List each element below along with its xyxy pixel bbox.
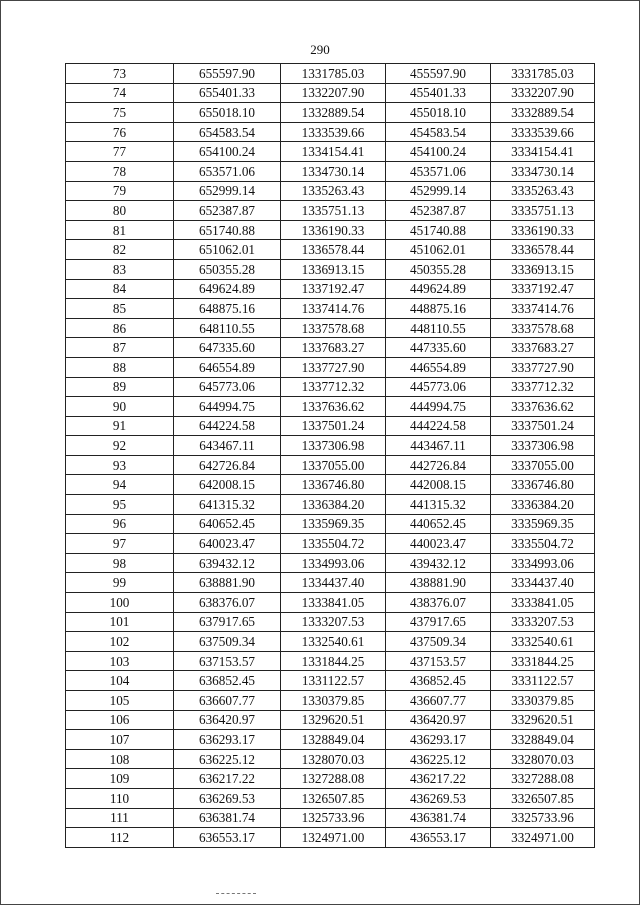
coordinate-cell: 453571.06 [386, 161, 491, 181]
coordinate-cell: 649624.89 [174, 279, 281, 299]
coordinate-cell: 3333207.53 [491, 612, 595, 632]
point-number-cell: 79 [66, 181, 174, 201]
coordinate-cell: 3336190.33 [491, 220, 595, 240]
coordinate-cell: 454100.24 [386, 142, 491, 162]
coordinate-cell: 3335504.72 [491, 534, 595, 554]
coordinate-cell: 436420.97 [386, 710, 491, 730]
coordinate-cell: 1334993.06 [281, 553, 386, 573]
point-number-cell: 84 [66, 279, 174, 299]
coordinate-cell: 3332540.61 [491, 632, 595, 652]
coordinate-cell: 3336578.44 [491, 240, 595, 260]
table-row [66, 338, 595, 358]
coordinate-cell: 1337055.00 [281, 455, 386, 475]
coordinate-cell: 651740.88 [174, 220, 281, 240]
coordinate-cell: 1327288.08 [281, 769, 386, 789]
coordinate-cell: 636420.97 [174, 710, 281, 730]
coordinate-cell: 448110.55 [386, 318, 491, 338]
coordinate-cell: 640652.45 [174, 514, 281, 534]
point-number-cell: 98 [66, 553, 174, 573]
coordinate-cell: 438376.07 [386, 593, 491, 613]
coordinate-cell: 436381.74 [386, 808, 491, 828]
point-number-cell: 89 [66, 377, 174, 397]
coordinate-cell: 1335969.35 [281, 514, 386, 534]
coordinate-cell: 645773.06 [174, 377, 281, 397]
coordinate-cell: 1333539.66 [281, 122, 386, 142]
coordinate-cell: 636381.74 [174, 808, 281, 828]
coordinate-cell: 1329620.51 [281, 710, 386, 730]
table-row [66, 377, 595, 397]
point-number-cell: 74 [66, 83, 174, 103]
coordinate-cell: 644994.75 [174, 397, 281, 417]
coordinate-cell: 1326507.85 [281, 788, 386, 808]
coordinate-cell: 3331785.03 [491, 64, 595, 84]
point-number-cell: 95 [66, 495, 174, 515]
point-number-cell: 108 [66, 749, 174, 769]
point-number-cell: 94 [66, 475, 174, 495]
point-number-cell: 97 [66, 534, 174, 554]
coordinate-cell: 1334437.40 [281, 573, 386, 593]
page-number: 290 [310, 42, 330, 57]
point-number-cell: 90 [66, 397, 174, 417]
point-number-cell: 81 [66, 220, 174, 240]
coordinate-cell: 436852.45 [386, 671, 491, 691]
coordinate-cell: 1332540.61 [281, 632, 386, 652]
coordinate-cell: 436269.53 [386, 788, 491, 808]
point-number-cell: 78 [66, 161, 174, 181]
table-row [66, 710, 595, 730]
page-border-left [0, 0, 1, 905]
coordinate-cell: 1336190.33 [281, 220, 386, 240]
coordinate-cell: 3335263.43 [491, 181, 595, 201]
coordinate-cell: 3337501.24 [491, 416, 595, 436]
point-number-cell: 93 [66, 455, 174, 475]
coordinate-cell: 3337306.98 [491, 436, 595, 456]
coordinate-cell: 455597.90 [386, 64, 491, 84]
coordinate-cell: 452387.87 [386, 201, 491, 221]
coordinate-cell: 446554.89 [386, 357, 491, 377]
coordinate-cell: 3337055.00 [491, 455, 595, 475]
coordinate-cell: 648875.16 [174, 299, 281, 319]
table-row [66, 534, 595, 554]
coordinate-cell: 3337712.32 [491, 377, 595, 397]
coordinate-cell: 636293.17 [174, 730, 281, 750]
coordinate-cell: 3337727.90 [491, 357, 595, 377]
coordinate-cell: 3326507.85 [491, 788, 595, 808]
coordinate-cell: 451740.88 [386, 220, 491, 240]
coordinate-cell: 637509.34 [174, 632, 281, 652]
coordinate-cell: 436553.17 [386, 828, 491, 848]
table-row [66, 318, 595, 338]
coordinate-cell: 442008.15 [386, 475, 491, 495]
table-row [66, 632, 595, 652]
table-row [66, 181, 595, 201]
coordinate-cell: 1332207.90 [281, 83, 386, 103]
coordinate-cell: 440023.47 [386, 534, 491, 554]
coordinate-cell: 439432.12 [386, 553, 491, 573]
table-row [66, 122, 595, 142]
table-row [66, 416, 595, 436]
table-row [66, 514, 595, 534]
coordinate-cell: 1331844.25 [281, 651, 386, 671]
point-number-cell: 85 [66, 299, 174, 319]
coordinate-cell: 3331844.25 [491, 651, 595, 671]
coordinate-cell: 3324971.00 [491, 828, 595, 848]
table-row [66, 553, 595, 573]
coordinate-cell: 644224.58 [174, 416, 281, 436]
coordinate-cell: 443467.11 [386, 436, 491, 456]
coordinate-cell: 3334993.06 [491, 553, 595, 573]
coordinate-cell: 643467.11 [174, 436, 281, 456]
coordinate-cell: 437509.34 [386, 632, 491, 652]
coordinate-cell: 636225.12 [174, 749, 281, 769]
table-row [66, 808, 595, 828]
coordinate-cell: 1336578.44 [281, 240, 386, 260]
coordinate-cell: 646554.89 [174, 357, 281, 377]
point-number-cell: 100 [66, 593, 174, 613]
coordinate-cell: 447335.60 [386, 338, 491, 358]
table-row [66, 769, 595, 789]
coordinate-cell: 452999.14 [386, 181, 491, 201]
coordinate-cell: 636852.45 [174, 671, 281, 691]
coordinate-cell: 442726.84 [386, 455, 491, 475]
coordinate-cell: 1336746.80 [281, 475, 386, 495]
table-row [66, 83, 595, 103]
table-row [66, 730, 595, 750]
point-number-cell: 91 [66, 416, 174, 436]
point-number-cell: 88 [66, 357, 174, 377]
table-row [66, 455, 595, 475]
point-number-cell: 102 [66, 632, 174, 652]
coordinate-cell: 1337636.62 [281, 397, 386, 417]
point-number-cell: 73 [66, 64, 174, 84]
coordinate-cell: 637153.57 [174, 651, 281, 671]
point-number-cell: 77 [66, 142, 174, 162]
coordinate-cell: 650355.28 [174, 259, 281, 279]
table-row [66, 161, 595, 181]
table-row [66, 64, 595, 84]
point-number-cell: 76 [66, 122, 174, 142]
coordinate-cell: 444224.58 [386, 416, 491, 436]
coordinate-cell: 1335263.43 [281, 181, 386, 201]
coordinate-cell: 3332207.90 [491, 83, 595, 103]
table-row [66, 279, 595, 299]
coordinate-cell: 3327288.08 [491, 769, 595, 789]
coordinate-cell: 647335.60 [174, 338, 281, 358]
table-row [66, 788, 595, 808]
table-row [66, 259, 595, 279]
coordinate-cell: 1333841.05 [281, 593, 386, 613]
coordinate-cell: 3337578.68 [491, 318, 595, 338]
coordinate-cell: 655597.90 [174, 64, 281, 84]
table-row [66, 240, 595, 260]
coordinate-cell: 1325733.96 [281, 808, 386, 828]
coordinate-cell: 448875.16 [386, 299, 491, 319]
page-border-top [0, 0, 640, 1]
coordinate-cell: 3332889.54 [491, 103, 595, 123]
point-number-cell: 87 [66, 338, 174, 358]
coordinate-cell: 3333841.05 [491, 593, 595, 613]
table-row [66, 495, 595, 515]
coordinate-cell: 1337578.68 [281, 318, 386, 338]
coordinate-cell: 3337192.47 [491, 279, 595, 299]
coordinate-cell: 455401.33 [386, 83, 491, 103]
table-row [66, 671, 595, 691]
coordinate-cell: 436217.22 [386, 769, 491, 789]
table-row [66, 436, 595, 456]
table-row [66, 612, 595, 632]
coordinate-cell: 1333207.53 [281, 612, 386, 632]
point-number-cell: 86 [66, 318, 174, 338]
point-number-cell: 101 [66, 612, 174, 632]
coordinate-cell: 1337501.24 [281, 416, 386, 436]
coordinate-cell: 1334730.14 [281, 161, 386, 181]
coordinate-cell: 3328849.04 [491, 730, 595, 750]
coordinate-cell: 653571.06 [174, 161, 281, 181]
coordinate-cell: 449624.89 [386, 279, 491, 299]
coordinate-cell: 3334154.41 [491, 142, 595, 162]
coordinate-cell: 654583.54 [174, 122, 281, 142]
coordinate-cell: 3329620.51 [491, 710, 595, 730]
coordinate-cell: 441315.32 [386, 495, 491, 515]
table-row [66, 299, 595, 319]
table-row [66, 103, 595, 123]
table-row [66, 220, 595, 240]
coordinate-cell: 3334730.14 [491, 161, 595, 181]
coordinate-cell: 444994.75 [386, 397, 491, 417]
coordinate-cell: 437153.57 [386, 651, 491, 671]
coordinate-cell: 642726.84 [174, 455, 281, 475]
point-number-cell: 99 [66, 573, 174, 593]
point-number-cell: 110 [66, 788, 174, 808]
point-number-cell: 92 [66, 436, 174, 456]
coordinate-cell: 437917.65 [386, 612, 491, 632]
point-number-cell: 82 [66, 240, 174, 260]
coordinate-cell: 1324971.00 [281, 828, 386, 848]
coordinate-cell: 652999.14 [174, 181, 281, 201]
table-row [66, 573, 595, 593]
coordinate-cell: 1336913.15 [281, 259, 386, 279]
coordinate-cell: 440652.45 [386, 514, 491, 534]
table-row [66, 357, 595, 377]
point-number-cell: 96 [66, 514, 174, 534]
point-number-cell: 112 [66, 828, 174, 848]
coordinate-cell: 445773.06 [386, 377, 491, 397]
coordinate-cell: 1328849.04 [281, 730, 386, 750]
coordinate-cell: 636553.17 [174, 828, 281, 848]
bottom-scan-mark [216, 893, 256, 894]
coordinate-cell: 3336384.20 [491, 495, 595, 515]
coordinate-cell: 651062.01 [174, 240, 281, 260]
coordinate-cell: 3328070.03 [491, 749, 595, 769]
coordinate-cell: 3325733.96 [491, 808, 595, 828]
coordinate-cell: 3334437.40 [491, 573, 595, 593]
table-row [66, 691, 595, 711]
coordinate-cell: 1335751.13 [281, 201, 386, 221]
coordinate-cell: 450355.28 [386, 259, 491, 279]
coordinate-cell: 1331122.57 [281, 671, 386, 691]
coordinate-cell: 1335504.72 [281, 534, 386, 554]
coordinate-cell: 641315.32 [174, 495, 281, 515]
point-number-cell: 106 [66, 710, 174, 730]
coordinate-cell: 1337414.76 [281, 299, 386, 319]
coordinate-cell: 655018.10 [174, 103, 281, 123]
coordinate-cell: 1337712.32 [281, 377, 386, 397]
point-number-cell: 103 [66, 651, 174, 671]
coordinate-cell: 1332889.54 [281, 103, 386, 123]
table-row [66, 475, 595, 495]
coordinate-cell: 654100.24 [174, 142, 281, 162]
coordinate-cell: 1337192.47 [281, 279, 386, 299]
coordinate-cell: 3330379.85 [491, 691, 595, 711]
table-row [66, 142, 595, 162]
coordinate-cell: 3335969.35 [491, 514, 595, 534]
coordinate-cell: 1328070.03 [281, 749, 386, 769]
coordinate-cell: 3337636.62 [491, 397, 595, 417]
coordinate-cell: 1337683.27 [281, 338, 386, 358]
table-row [66, 201, 595, 221]
table-row [66, 651, 595, 671]
coordinate-cell: 438881.90 [386, 573, 491, 593]
coordinate-cell: 648110.55 [174, 318, 281, 338]
table-row [66, 593, 595, 613]
table-row [66, 828, 595, 848]
coordinate-cell: 454583.54 [386, 122, 491, 142]
point-number-cell: 109 [66, 769, 174, 789]
coordinate-cell: 636607.77 [174, 691, 281, 711]
coordinate-cell: 1336384.20 [281, 495, 386, 515]
coordinates-table-body [66, 64, 595, 848]
coordinate-cell: 3335751.13 [491, 201, 595, 221]
point-number-cell: 83 [66, 259, 174, 279]
table-row [66, 397, 595, 417]
point-number-cell: 105 [66, 691, 174, 711]
coordinate-cell: 436607.77 [386, 691, 491, 711]
coordinate-cell: 3331122.57 [491, 671, 595, 691]
coordinate-cell: 451062.01 [386, 240, 491, 260]
coordinate-cell: 639432.12 [174, 553, 281, 573]
coordinate-cell: 652387.87 [174, 201, 281, 221]
table-row [66, 749, 595, 769]
coordinate-cell: 1330379.85 [281, 691, 386, 711]
coordinate-cell: 3333539.66 [491, 122, 595, 142]
coordinate-cell: 3336913.15 [491, 259, 595, 279]
coordinate-cell: 3336746.80 [491, 475, 595, 495]
coordinate-cell: 637917.65 [174, 612, 281, 632]
point-number-cell: 111 [66, 808, 174, 828]
coordinate-cell: 636269.53 [174, 788, 281, 808]
coordinate-cell: 3337414.76 [491, 299, 595, 319]
coordinate-cell: 638376.07 [174, 593, 281, 613]
point-number-cell: 107 [66, 730, 174, 750]
point-number-cell: 104 [66, 671, 174, 691]
coordinates-table [65, 63, 595, 848]
coordinate-cell: 1331785.03 [281, 64, 386, 84]
coordinate-cell: 640023.47 [174, 534, 281, 554]
point-number-cell: 80 [66, 201, 174, 221]
coordinate-cell: 436225.12 [386, 749, 491, 769]
coordinate-cell: 455018.10 [386, 103, 491, 123]
coordinate-cell: 642008.15 [174, 475, 281, 495]
coordinate-cell: 3337683.27 [491, 338, 595, 358]
coordinate-cell: 1337727.90 [281, 357, 386, 377]
point-number-cell: 75 [66, 103, 174, 123]
coordinate-cell: 636217.22 [174, 769, 281, 789]
coordinate-cell: 655401.33 [174, 83, 281, 103]
coordinate-cell: 1334154.41 [281, 142, 386, 162]
coordinate-cell: 1337306.98 [281, 436, 386, 456]
coordinate-cell: 436293.17 [386, 730, 491, 750]
coordinate-cell: 638881.90 [174, 573, 281, 593]
